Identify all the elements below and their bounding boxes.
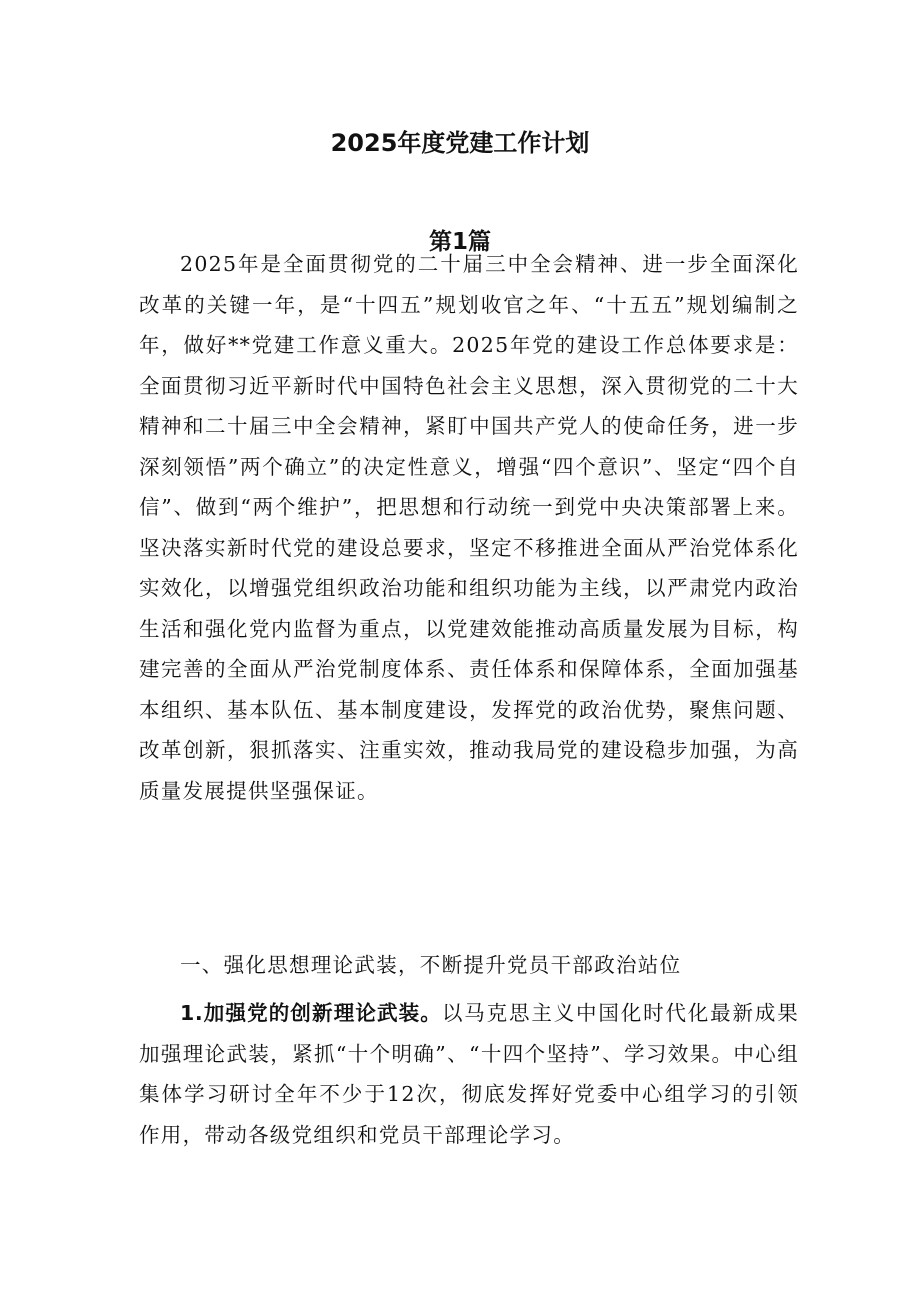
document-title: 2025年度党建工作计划 [330,129,590,157]
section-title: 第1篇 [428,229,491,255]
intro-paragraph: 2025年是全面贯彻党的二十届三中全会精神、进一步全面深化改革的关键一年，是“十四五”规划收官之年、“十五五”规划编制之年，做好**党建工作意义重大。2025年党的建设工作总体要求是：全面贯彻习近平新时代中国特色社会主义思想，深入贯彻党的二十大精神和二十届三中全会精神，紧盯中国共产党人的使命任务，进一步深刻领悟”两个确立”的决定性意义，增强“四个意识”、坚定“四个自信”、做到“两个维护”，把思想和行动统一到党中央决策部署上来。坚决落实新时代党的建设总要求，坚定不移推进全面从严治党体系化实效化，以增强党组织政治功能和组织功能为主线，以严肃党内政治生活和强化党内监督为重点，以党建效能推动高质量发展为目标，构建完善的全面从严治党制度体系、责任体系和保障体系，全面加强基本组织、基本队伍、基本制度建设，发挥党的政治优势，聚焦问题、改革创新，狠抓落实、注重实效，推动我局党的建设稳步加强，为高质量发展提供坚强保证。 [139,252,799,803]
item-1-text: 以马克思主义中国化时代化最新成果加强理论武装，紧抓“十个明确”、“十四个坚持”、学习效果。中心组集体学习研讨全年不少于12次，彻底发挥好党委中心组学习的引领作用，带动各级党组织和党员干部理论学习。 [139,1001,799,1147]
item-1-paragraph [139,993,799,1155]
heading-1: 一、强化思想理论武装，不断提升党员干部政治站位 [180,953,682,977]
item-1-lead: 1.加强党的创新理论武装。 [180,1001,442,1025]
